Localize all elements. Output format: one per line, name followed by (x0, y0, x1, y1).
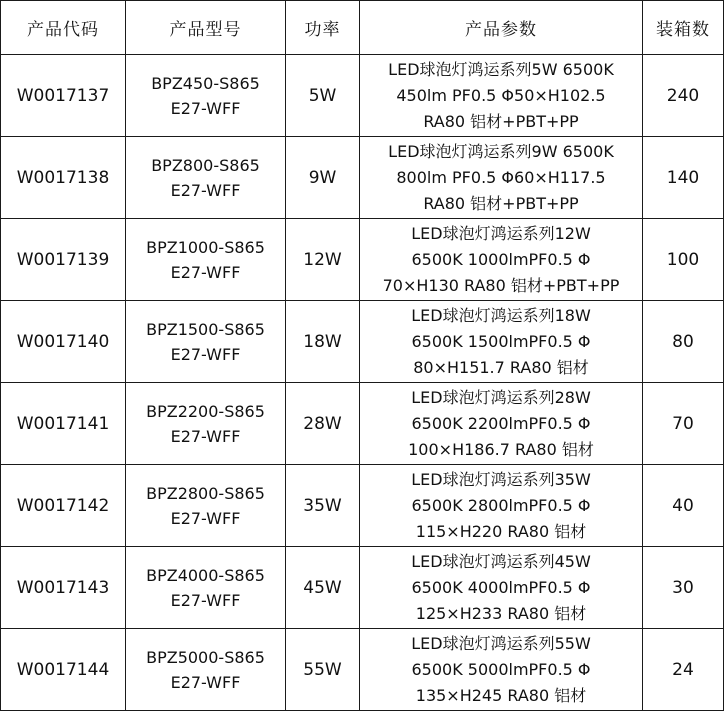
cell-code: W0017141 (1, 383, 126, 465)
cell-qty: 240 (643, 55, 724, 137)
table-row (1, 383, 724, 465)
table-row (1, 547, 724, 629)
cell-power: 45W (286, 547, 360, 629)
cell-model: BPZ800-S865 E27-WFF (126, 137, 286, 219)
cell-params: LED球泡灯鸿运系列55W 6500K 5000lmPF0.5 Φ 135×H245 RA80 铝材 (360, 629, 643, 711)
cell-qty: 140 (643, 137, 724, 219)
cell-power: 18W (286, 301, 360, 383)
table-row (1, 301, 724, 383)
cell-code: W0017137 (1, 55, 126, 137)
cell-power: 5W (286, 55, 360, 137)
cell-power: 12W (286, 219, 360, 301)
table-row (1, 55, 724, 137)
cell-power: 9W (286, 137, 360, 219)
header-qty: 装箱数 (643, 1, 724, 55)
cell-code: W0017142 (1, 465, 126, 547)
cell-code: W0017139 (1, 219, 126, 301)
cell-model: BPZ450-S865 E27-WFF (126, 55, 286, 137)
cell-code: W0017138 (1, 137, 126, 219)
cell-code: W0017140 (1, 301, 126, 383)
cell-qty: 40 (643, 465, 724, 547)
cell-params: LED球泡灯鸿运系列12W 6500K 1000lmPF0.5 Φ 70×H130 RA80 铝材+PBT+PP (360, 219, 643, 301)
cell-qty: 30 (643, 547, 724, 629)
cell-model: BPZ2800-S865 E27-WFF (126, 465, 286, 547)
cell-power: 55W (286, 629, 360, 711)
cell-params: LED球泡灯鸿运系列35W 6500K 2800lmPF0.5 Φ 115×H220 RA80 铝材 (360, 465, 643, 547)
cell-model: BPZ5000-S865 E27-WFF (126, 629, 286, 711)
cell-qty: 100 (643, 219, 724, 301)
cell-power: 28W (286, 383, 360, 465)
cell-model: BPZ4000-S865 E27-WFF (126, 547, 286, 629)
table-row (1, 219, 724, 301)
header-model: 产品型号 (126, 1, 286, 55)
cell-code: W0017143 (1, 547, 126, 629)
cell-params: LED球泡灯鸿运系列5W 6500K 450lm PF0.5 Φ50×H102.5 RA80 铝材+PBT+PP (360, 55, 643, 137)
cell-params: LED球泡灯鸿运系列9W 6500K 800lm PF0.5 Φ60×H117.5 RA80 铝材+PBT+PP (360, 137, 643, 219)
header-power: 功率 (286, 1, 360, 55)
cell-params: LED球泡灯鸿运系列45W 6500K 4000lmPF0.5 Φ 125×H233 RA80 铝材 (360, 547, 643, 629)
header-params: 产品参数 (360, 1, 643, 55)
cell-code: W0017144 (1, 629, 126, 711)
cell-qty: 80 (643, 301, 724, 383)
table-row (1, 629, 724, 711)
cell-model: BPZ2200-S865 E27-WFF (126, 383, 286, 465)
cell-model: BPZ1500-S865 E27-WFF (126, 301, 286, 383)
table-row (1, 465, 724, 547)
cell-params: LED球泡灯鸿运系列18W 6500K 1500lmPF0.5 Φ 80×H151.7 RA80 铝材 (360, 301, 643, 383)
table-row (1, 137, 724, 219)
cell-qty: 24 (643, 629, 724, 711)
cell-params: LED球泡灯鸿运系列28W 6500K 2200lmPF0.5 Φ 100×H186.7 RA80 铝材 (360, 383, 643, 465)
header-row (1, 1, 724, 55)
cell-model: BPZ1000-S865 E27-WFF (126, 219, 286, 301)
header-code: 产品代码 (1, 1, 126, 55)
cell-qty: 70 (643, 383, 724, 465)
cell-power: 35W (286, 465, 360, 547)
